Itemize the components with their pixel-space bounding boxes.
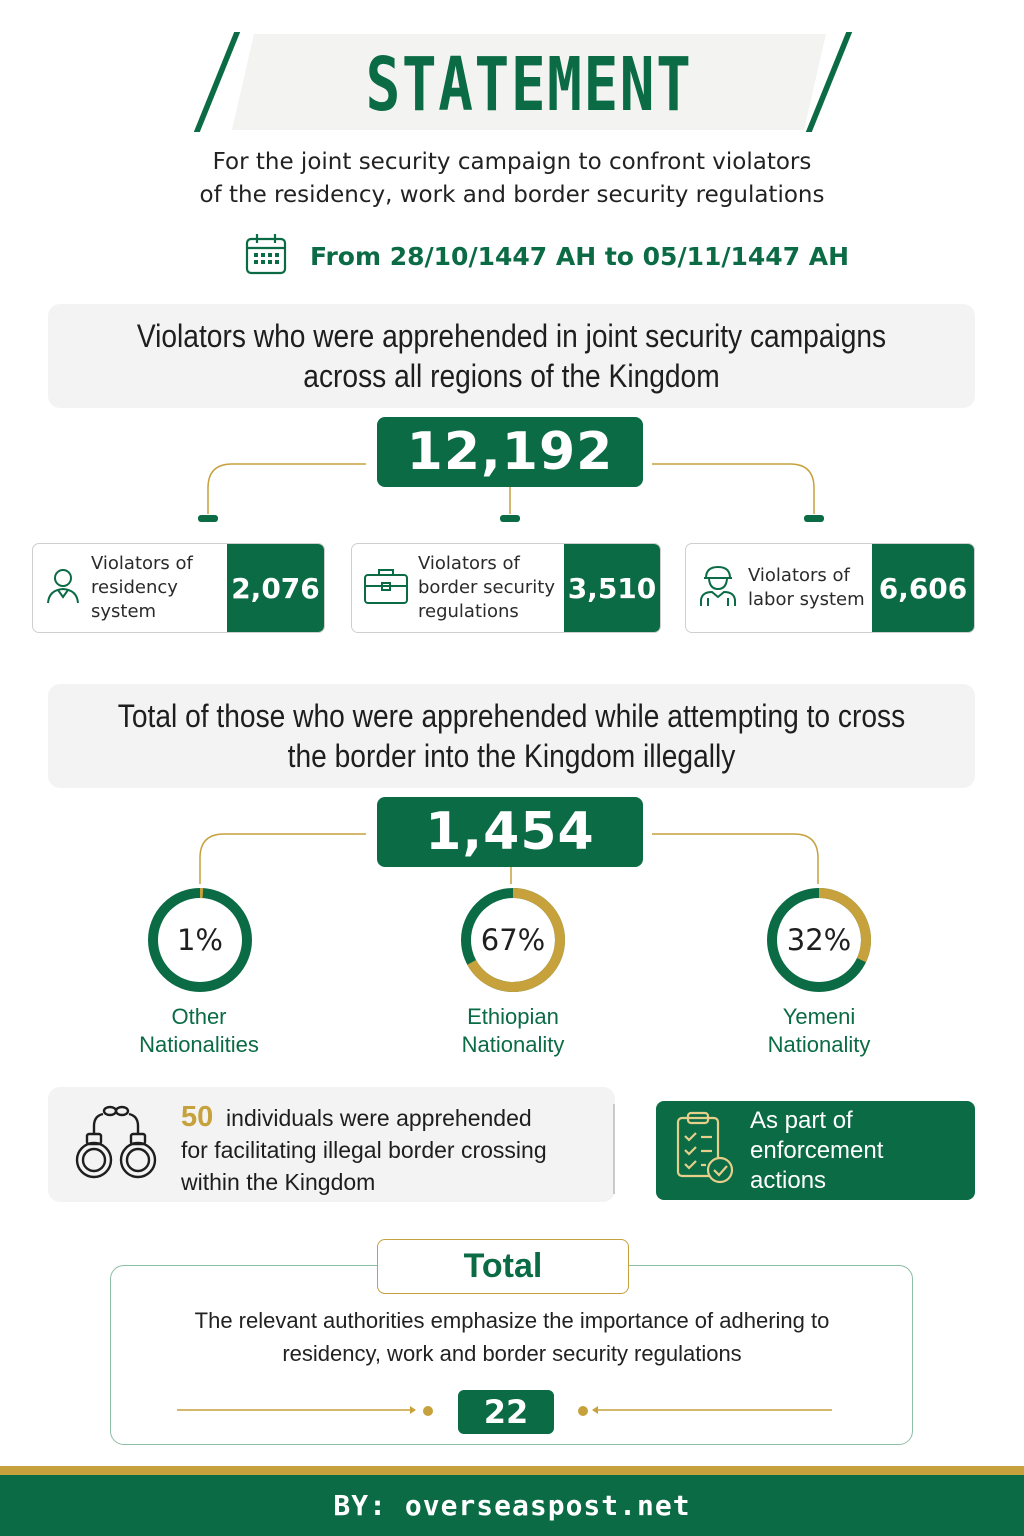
donut-label	[89, 1003, 309, 1059]
total-description	[140, 1304, 884, 1370]
facilitators-line-3: within the Kingdom	[181, 1169, 376, 1195]
category-value: 6,606	[872, 544, 974, 632]
person-icon	[43, 566, 83, 610]
facilitators-text	[181, 1101, 601, 1198]
category-card-labor	[685, 543, 975, 633]
border-total: 1,454	[377, 797, 643, 867]
total-description-line-2: residency, work and border security regulations	[282, 1341, 742, 1366]
border-heading-line-1: Total of those who were apprehended while attempting to cross	[117, 698, 906, 734]
apprehended-total: 12,192	[377, 417, 643, 487]
donut-percent: 67%	[480, 923, 546, 957]
handcuffs-icon	[70, 1100, 162, 1188]
facilitators-number: 50	[181, 1101, 214, 1133]
donut-label-line-2: Nationality	[767, 1032, 871, 1057]
enforcement-badge	[656, 1101, 975, 1200]
category-card-residency	[32, 543, 325, 633]
border-heading-line-2: the border into the Kingdom illegally	[287, 738, 736, 774]
subtitle-line-1: For the joint security campaign to confront violators	[212, 149, 812, 175]
total-value: 22	[458, 1390, 554, 1434]
category-label-line-1: Violators of	[418, 553, 520, 574]
donut-label-line-1: Ethiopian	[467, 1004, 559, 1029]
donut-label-line-1: Yemeni	[782, 1004, 856, 1029]
category-value: 2,076	[227, 544, 324, 632]
checklist-icon	[674, 1110, 736, 1192]
worker-helmet-icon	[696, 564, 740, 612]
category-label-line-3: regulations	[418, 601, 519, 622]
calendar-icon	[244, 232, 288, 280]
footer-gold-stripe	[0, 1466, 1024, 1475]
apprehended-heading	[48, 304, 975, 408]
total-description-line-1: The relevant authorities emphasize the importance of adhering to	[194, 1308, 830, 1333]
donut-label-line-2: Nationalities	[139, 1032, 259, 1057]
date-range: From 28/10/1447 AH to 05/11/1447 AH	[310, 241, 850, 271]
enforcement-line-1: As part of enforcement	[750, 1106, 884, 1164]
date-range-row	[244, 233, 849, 279]
briefcase-icon	[362, 566, 410, 610]
border-heading	[48, 684, 975, 788]
category-label-line-2: border security	[418, 577, 556, 598]
facilitators-line-2: for facilitating illegal border crossing	[181, 1137, 547, 1163]
category-label-line-1: Violators of	[91, 553, 193, 574]
footer-credit: BY: overseaspost.net	[0, 1475, 1024, 1536]
subtitle-line-2: of the residency, work and border security regulations	[199, 182, 825, 208]
page-subtitle	[120, 146, 904, 212]
donut-percent: 1%	[176, 923, 223, 957]
apprehended-heading-line-1: Violators who were apprehended in joint security campaigns	[136, 318, 887, 354]
donut-label	[709, 1003, 929, 1059]
donut-label-line-2: Nationality	[461, 1032, 565, 1057]
category-label-line-1: Violators of	[748, 565, 850, 586]
donut-label	[403, 1003, 623, 1059]
page-title: STATEMENT	[365, 42, 693, 128]
category-label-line-2: residency system	[91, 577, 178, 622]
category-label-line-2: labor system	[748, 589, 865, 610]
donut-percent: 32%	[786, 923, 852, 957]
divider	[613, 1104, 615, 1194]
total-label: Total	[377, 1239, 629, 1294]
title-left-slash	[194, 32, 240, 132]
donut-label-line-1: Other	[171, 1004, 227, 1029]
category-card-border-security	[351, 543, 661, 633]
category-value: 3,510	[564, 544, 660, 632]
facilitators-line-1: individuals were apprehended	[226, 1105, 532, 1131]
apprehended-heading-line-2: across all regions of the Kingdom	[303, 358, 720, 394]
enforcement-line-2: actions	[750, 1166, 827, 1194]
